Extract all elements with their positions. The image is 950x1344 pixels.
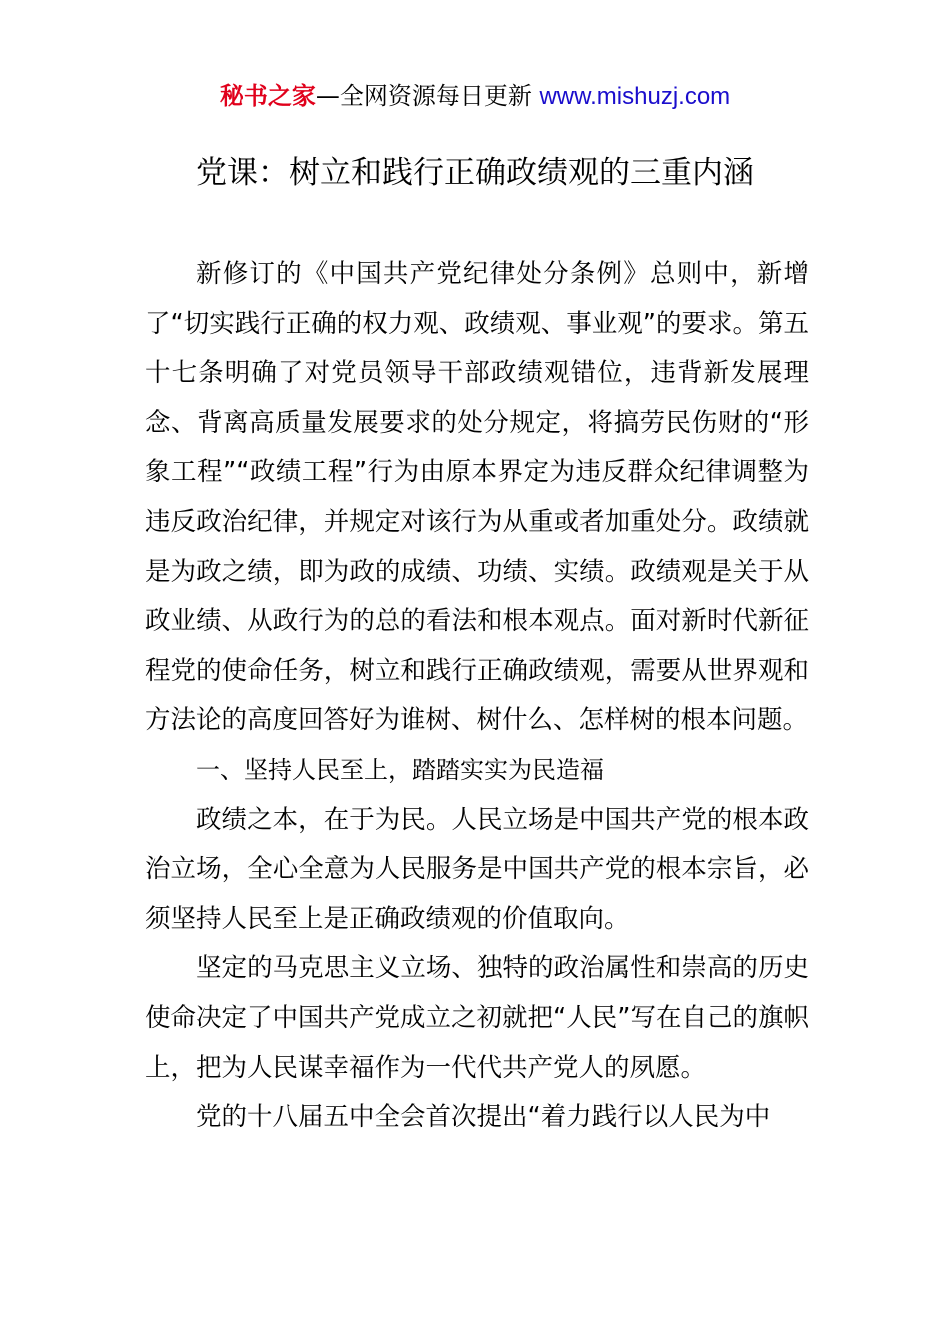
paragraph-3: 坚定的马克思主义立场、独特的政治属性和崇高的历史使命决定了中国共产党成立之初就把“人民”写在自己的旗帜上，把为人民谋幸福作为一代代共产党人的夙愿。	[145, 953, 809, 1083]
site-tagline: —全网资源每日更新	[315, 82, 540, 110]
site-brand: 秘书之家	[219, 82, 316, 110]
paragraph-intro: 新修订的《中国共产党纪律处分条例》总则中，新增了“切实践行正确的权力观、政绩观、事业观”的要求。第五十七条明确了对党员领导干部政绩观错位，违背新发展理念、背离高质量发展要求的处分规定，将搞劳民伤财的“形象工程”“政绩工程”行为由原本界定为违反群众纪律调整为违反政治纪律，并规定对该行为从重或者加重处分。政绩就是为政之绩，即为政的成绩、功绩、实绩。政绩观是关于从政业绩、从政行为的总的看法和根本观点。面对新时代新征程党的使命任务，树立和践行正确政绩观，需要从世界观和方法论的高度回答好为谁树、树什么、怎样树的根本问题。	[145, 259, 809, 736]
paragraph-4: 党的十八届五中全会首次提出“着力践行以人民为中	[196, 1102, 771, 1133]
document-body	[145, 250, 809, 1143]
paragraph-2: 政绩之本，在于为民。人民立场是中国共产党的根本政治立场，全心全意为人民服务是中国共产党的根本宗旨，必须坚持人民至上是正确政绩观的价值取向。	[145, 804, 809, 934]
document-title: 党课：树立和践行正确政绩观的三重内涵	[196, 155, 754, 191]
site-header	[0, 78, 950, 115]
site-url-link[interactable]: www.mishuzj.com	[539, 83, 731, 110]
section-heading-1: 一、坚持人民至上，踏踏实实为民造福	[196, 755, 604, 784]
